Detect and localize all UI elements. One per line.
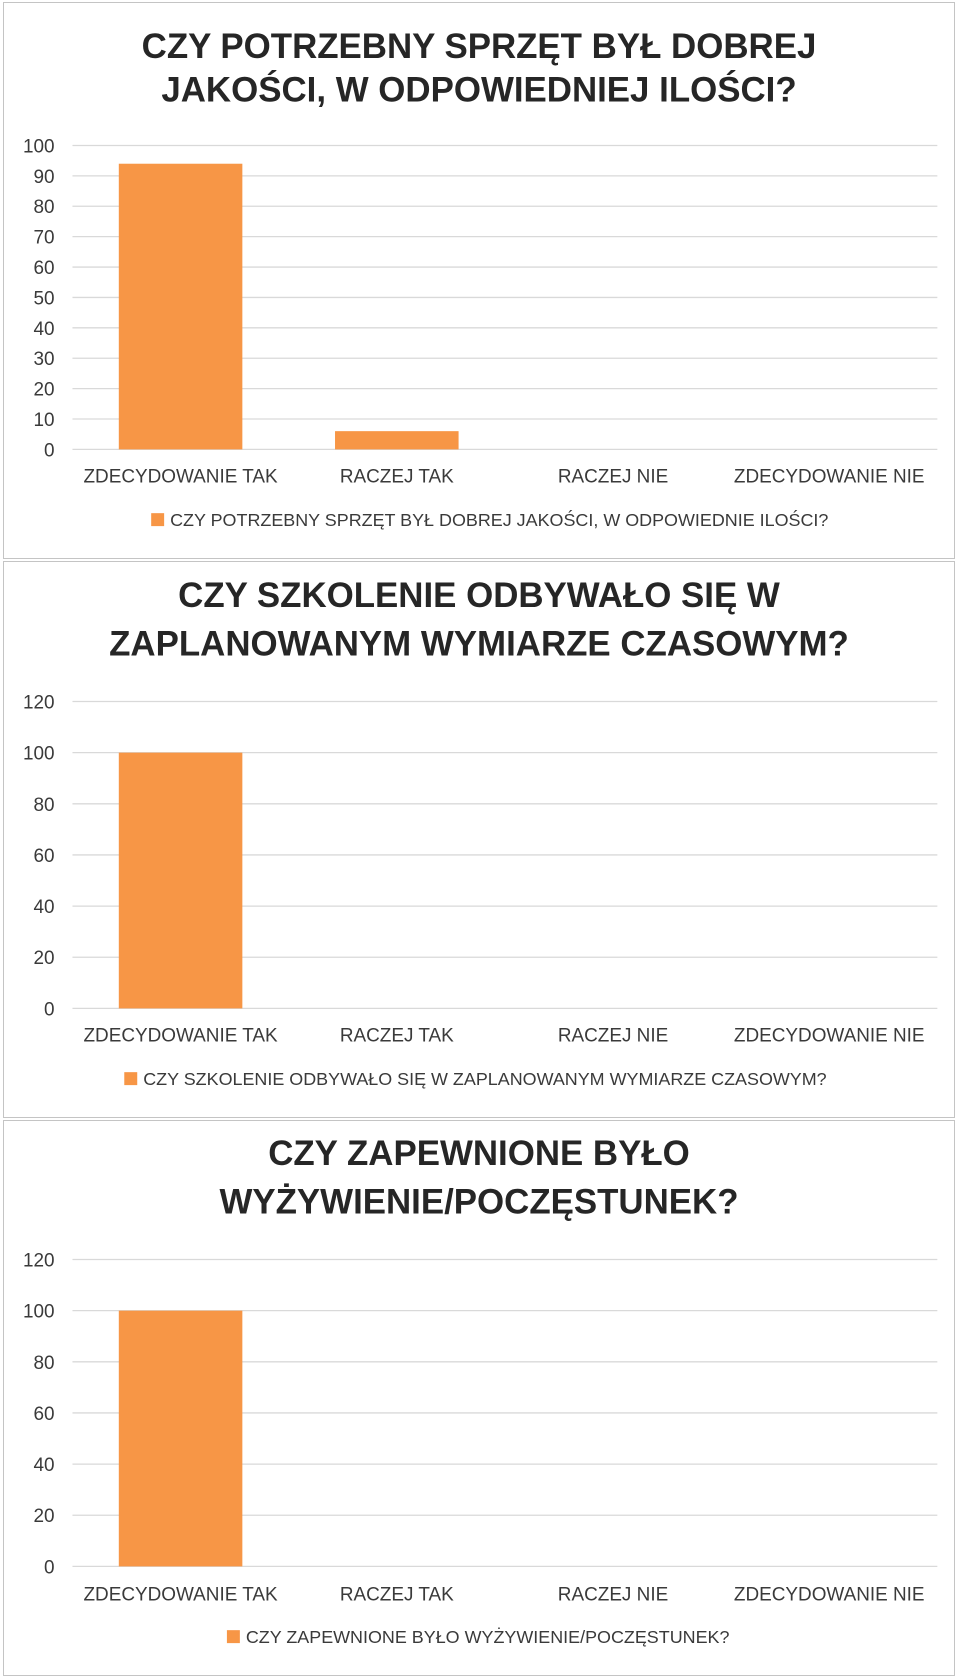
y-tick-label: 10 xyxy=(33,409,55,431)
chart-title-line: CZY ZAPEWNIONE BYŁO xyxy=(268,1133,690,1173)
legend-swatch xyxy=(227,1630,240,1643)
y-tick-label: 40 xyxy=(33,897,55,919)
y-tick-label: 0 xyxy=(43,440,55,462)
chart-panel-sprzet xyxy=(3,2,955,559)
legend-swatch xyxy=(124,1072,137,1085)
legend-label: CZY SZKOLENIE ODBYWAŁO SIĘ W ZAPLANOWANYM WYMIARZE CZASOWYM? xyxy=(143,1069,827,1090)
x-category-label: ZDECYDOWANIE TAK xyxy=(83,1584,278,1606)
y-tick-label: 30 xyxy=(33,349,55,371)
y-tick-label: 80 xyxy=(33,794,55,816)
chart-panel-szkolenie xyxy=(3,561,955,1118)
y-tick-label: 100 xyxy=(22,743,55,765)
legend-label: CZY POTRZEBNY SPRZĘT BYŁ DOBREJ JAKOŚCI, W ODPOWIEDNIE ILOŚCI? xyxy=(170,510,829,531)
x-category-label: ZDECYDOWANIE NIE xyxy=(733,1025,925,1047)
bar xyxy=(335,431,459,449)
y-tick-label: 120 xyxy=(22,1250,55,1272)
x-category-label: RACZEJ TAK xyxy=(339,466,454,488)
x-category-label: ZDECYDOWANIE NIE xyxy=(733,466,925,488)
x-category-label: RACZEJ NIE xyxy=(557,1025,669,1047)
x-category-label: ZDECYDOWANIE NIE xyxy=(733,1584,925,1606)
chart-title-line: WYŻYWIENIE/POCZĘSTUNEK? xyxy=(219,1182,739,1222)
legend-label: CZY ZAPEWNIONE BYŁO WYŻYWIENIE/POCZĘSTUNEK? xyxy=(245,1627,730,1648)
y-tick-label: 80 xyxy=(33,1352,55,1374)
bar xyxy=(119,164,243,450)
legend-swatch xyxy=(151,513,164,526)
y-tick-label: 20 xyxy=(33,1506,55,1528)
y-tick-label: 20 xyxy=(33,948,55,970)
y-tick-label: 100 xyxy=(22,1301,55,1323)
chart-title-line: CZY POTRZEBNY SPRZĘT BYŁ DOBREJ xyxy=(141,26,817,66)
y-tick-label: 50 xyxy=(33,288,55,310)
bar xyxy=(119,753,243,1009)
y-tick-label: 120 xyxy=(22,692,55,714)
x-category-label: RACZEJ NIE xyxy=(557,1584,669,1606)
x-category-label: RACZEJ TAK xyxy=(339,1584,454,1606)
y-tick-label: 40 xyxy=(33,318,55,340)
chart-svg xyxy=(4,1121,954,1675)
y-tick-label: 40 xyxy=(33,1455,55,1477)
chart-title-line: ZAPLANOWANYM WYMIARZE CZASOWYM? xyxy=(109,624,849,664)
chart-title-line: JAKOŚCI, W ODPOWIEDNIEJ ILOŚCI? xyxy=(161,70,797,110)
chart-panel-wyzywienie xyxy=(3,1120,955,1676)
chart-svg xyxy=(4,3,954,558)
chart-svg xyxy=(4,562,954,1117)
y-tick-label: 70 xyxy=(33,227,55,249)
y-tick-label: 0 xyxy=(43,999,55,1021)
bar xyxy=(119,1311,243,1567)
y-tick-label: 60 xyxy=(33,258,55,280)
y-tick-label: 90 xyxy=(33,166,55,188)
y-tick-label: 0 xyxy=(44,1557,55,1579)
x-category-label: RACZEJ TAK xyxy=(339,1025,454,1047)
x-category-label: ZDECYDOWANIE TAK xyxy=(83,466,278,488)
chart-title-line: CZY SZKOLENIE ODBYWAŁO SIĘ W xyxy=(178,575,780,615)
x-category-label: ZDECYDOWANIE TAK xyxy=(83,1025,278,1047)
x-category-label: RACZEJ NIE xyxy=(557,466,669,488)
y-tick-label: 60 xyxy=(33,1403,55,1425)
y-tick-label: 80 xyxy=(33,197,55,219)
y-tick-label: 20 xyxy=(33,379,55,401)
y-tick-label: 60 xyxy=(33,845,55,867)
y-tick-label: 100 xyxy=(22,136,55,158)
